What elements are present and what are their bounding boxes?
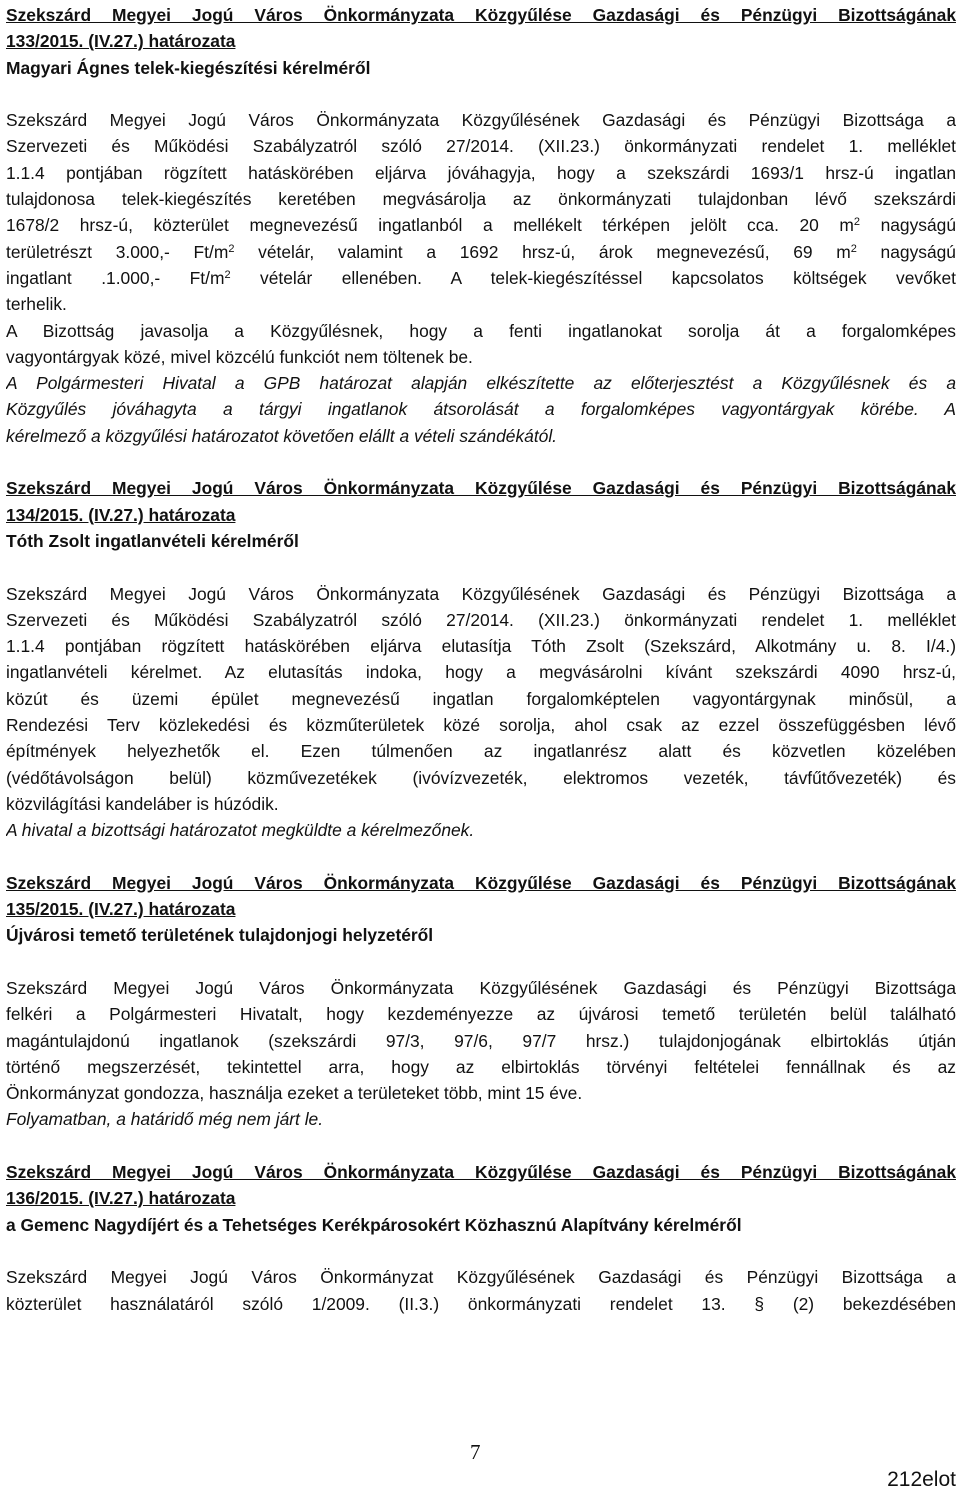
body-line: Önkormányzat gondozza, használja ezeket a területeket több, mint 15 éve.	[6, 1083, 583, 1104]
body-line: Rendezési Terv közlekedési és közműterületek közé sorolja, ahol csak az ezzel összefüggésben lévő	[6, 715, 956, 736]
resolution-135	[6, 870, 956, 1133]
resolution-number: 134/2015. (IV.27.) határozata	[6, 504, 236, 525]
committee-heading: Szekszárd Megyei Jogú Város Önkormányzata Közgyűlése Gazdasági és Pénzügyi Bizottságának	[6, 5, 956, 25]
body-line: tulajdonosa telek-kiegészítés keretében megvásárolja az önkormányzati tulajdonban lévő szekszárdi	[6, 189, 956, 210]
resolution-136	[6, 1159, 956, 1317]
status-note: Közgyűlés jóváhagyta a tárgyi ingatlanok átsorolását a forgalomképes vagyontárgyak körébe. A	[6, 399, 956, 420]
body-line: Szekszárd Megyei Jogú Város Önkormányzata Közgyűlésének Gazdasági és Pénzügyi Bizottsága a	[6, 110, 956, 131]
body-line: 1.1.4 pontjában rögzített hatáskörében eljárva jóváhagyja, hogy a szekszárdi 1693/1 hrsz-ú ingatlan	[6, 162, 956, 183]
body-line: Szekszárd Megyei Jogú Város Önkormányzata Közgyűlésének Gazdasági és Pénzügyi Bizottsága a	[6, 583, 956, 604]
body-line: területrészt 3.000,- $Ft/m^2$ vételár, valamint a 1692 hrsz-ú, árok megnevezésű, 69 $m^2$ nagyságú	[6, 241, 956, 262]
body-line: felkéri a Polgármesteri Hivatalt, hogy kezdeményezze az újvárosi temető területén belül található	[6, 1004, 956, 1025]
body-line: építmények helyezhetők el. Ezen túlmenően az ingatlanrész alatt és közvetlen közelében	[6, 741, 956, 762]
committee-heading: Szekszárd Megyei Jogú Város Önkormányzata Közgyűlése Gazdasági és Pénzügyi Bizottságának	[6, 478, 956, 499]
body-line: vagyontárgyak közé, mivel közcélú funkciót nem töltenek be.	[6, 346, 473, 367]
body-line: A Bizottság javasolja a Közgyűlésnek, hogy a fenti ingatlanokat sorolja át a forgalomképes	[6, 320, 956, 341]
status-note: A hivatal a bizottsági határozatot megküldte a kérelmezőnek.	[6, 820, 475, 841]
body-line: 1678/2 hrsz-ú, közterület megnevezésű ingatlanból a mellékelt térképen jelölt cca. 20 $m^2$ nagyságú	[6, 215, 956, 236]
resolution-number: 136/2015. (IV.27.) határozata	[6, 1188, 236, 1209]
document-page	[6, 2, 956, 1317]
body-line: magántulajdonú ingatlanok (szekszárdi 97/3, 97/6, 97/7 hrsz.) tulajdonjogának elbirtoklás útján	[6, 1030, 956, 1051]
resolution-133	[6, 2, 956, 449]
resolution-number: 133/2015. (IV.27.) határozata	[6, 31, 236, 52]
resolution-title: Tóth Zsolt ingatlanvételi kérelméről	[6, 530, 299, 551]
body-line: terhelik.	[6, 294, 67, 315]
resolution-number: 135/2015. (IV.27.) határozata	[6, 899, 236, 920]
committee-heading: Szekszárd Megyei Jogú Város Önkormányzata Közgyűlése Gazdasági és Pénzügyi Bizottságának	[6, 872, 956, 893]
body-line: (védőtávolságon belül) közművezetékek (ivóvízvezeték, elektromos vezeték, távfűtővezeték) és	[6, 767, 956, 788]
body-line: közterület használatáról szóló 1/2009. (II.3.) önkormányzati rendelet 13. § (2) bekezdésében	[6, 1293, 956, 1314]
status-note: Folyamatban, a határidő még nem járt le.	[6, 1109, 324, 1130]
body-line: közvilágítási kandeláber is húzódik.	[6, 793, 279, 814]
document-code: 212elot	[887, 1468, 956, 1491]
resolution-title: Magyari Ágnes telek-kiegészítési kérelméről	[6, 57, 371, 78]
body-line: 1.1.4 pontjában rögzített hatáskörében eljárva elutasítja Tóth Zsolt (Szekszárd, Alkotmány u. 8. I/4.)	[6, 636, 956, 657]
body-line: történő megszerzését, tekintettel arra, hogy az elbirtoklás törvényi feltételei fennállnak és az	[6, 1056, 956, 1077]
status-note: A Polgármesteri Hivatal a GPB határozat alapján elkészítette az előterjesztést a Közgyűlésnek és a	[6, 373, 956, 394]
committee-heading: Szekszárd Megyei Jogú Város Önkormányzata Közgyűlése Gazdasági és Pénzügyi Bizottságának	[6, 1162, 956, 1183]
resolution-title: Újvárosi temető területének tulajdonjogi helyzetéről	[6, 925, 434, 946]
body-line: Szervezeti és Működési Szabályzatról szóló 27/2014. (XII.23.) önkormányzati rendelet 1. melléklet	[6, 609, 956, 630]
body-line: ingatlant .1.000,- $Ft/m^2$ vételár ellenében. A telek-kiegészítéssel kapcsolatos költségek vevőket	[6, 267, 956, 288]
status-note: kérelmező a közgyűlési határozatot követően elállt a vételi szándékától.	[6, 425, 558, 446]
body-line: ingatlanvételi kérelmet. Az elutasítás indoka, hogy a megvásárolni kívánt szekszárdi 4090 hrsz-ú,	[6, 662, 956, 683]
body-line: Szekszárd Megyei Jogú Város Önkormányzata Közgyűlésének Gazdasági és Pénzügyi Bizottsága	[6, 977, 956, 998]
page-number: 7	[470, 1440, 481, 1464]
body-line: Szekszárd Megyei Jogú Város Önkormányzat Közgyűlésének Gazdasági és Pénzügyi Bizottsága a	[6, 1267, 956, 1288]
resolution-title: a Gemenc Nagydíjért és a Tehetséges Kerékpárosokért Közhasznú Alapítvány kérelméről	[6, 1214, 742, 1235]
body-line: Szervezeti és Működési Szabályzatról szóló 27/2014. (XII.23.) önkormányzati rendelet 1. melléklet	[6, 136, 956, 157]
body-line: közút és üzemi épület megnevezésű ingatlan forgalomképtelen vagyontárgynak minősül, a	[6, 688, 956, 709]
resolution-134	[6, 475, 956, 843]
